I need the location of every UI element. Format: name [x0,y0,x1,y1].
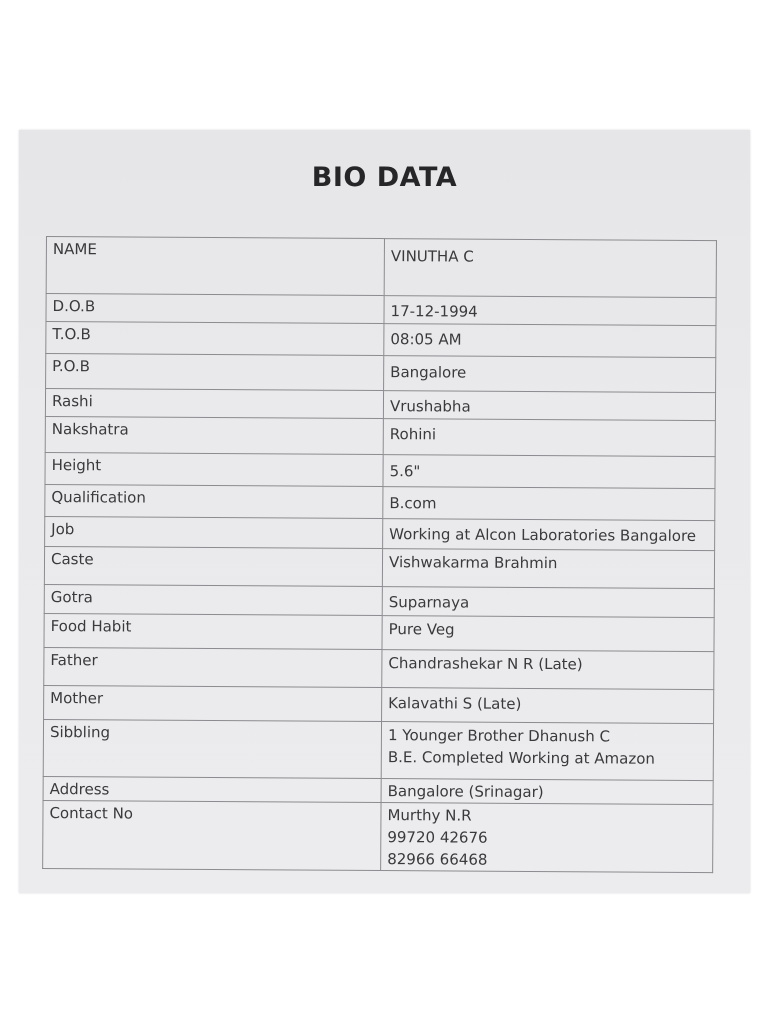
row-value: 1 Younger Brother Dhanush C B.E. Completed Working at Amazon [381,722,713,781]
table-row [44,647,714,689]
row-label: Mother [44,685,382,721]
row-label: T.O.B [46,322,384,356]
row-value: Vrushabha [383,391,715,421]
table-row [45,484,715,520]
table-row [44,546,714,588]
table-row [45,389,715,421]
row-label: Height [45,452,383,486]
row-value: Rohini [383,419,715,457]
table-row [43,719,713,780]
document-page [19,130,750,893]
row-label: Father [44,647,382,687]
row-label: Sibbling [43,719,381,778]
bio-data-table [42,236,717,873]
row-label: Nakshatra [45,416,383,454]
table-row [45,516,715,550]
table-row [43,800,713,872]
row-label: P.O.B [46,354,384,391]
row-label: Qualification [45,484,383,518]
table-row [44,685,714,723]
row-value: B.com [383,487,715,521]
table-row [46,294,716,326]
row-label: Contact No [43,800,381,870]
row-label: Food Habit [44,613,382,649]
row-label: Gotra [44,584,382,615]
row-value: Chandrashekar N R (Late) [382,650,714,690]
table-row [45,452,715,488]
row-value: 17-12-1994 [384,296,716,326]
table-row [46,322,716,358]
table-row [44,584,714,617]
row-label: NAME [46,237,384,296]
row-value: Working at Alcon Laboratories Bangalore [383,519,715,551]
row-value: Vishwakarma Brahmin [382,549,714,589]
row-label: D.O.B [46,294,384,324]
row-value: Bangalore (Srinagar) [381,779,713,805]
table-row [46,354,716,393]
row-value: Kalavathi S (Late) [382,688,714,724]
row-label: Job [45,516,383,548]
table-row [46,237,716,298]
row-label: Caste [44,546,382,586]
row-value: 5.6" [383,455,715,489]
row-value: Bangalore [384,356,716,393]
row-value: Suparnaya [382,587,714,618]
row-value: 08:05 AM [384,324,716,358]
row-value: Pure Veg [382,616,714,652]
row-label: Address [43,776,381,802]
table-row [44,613,714,651]
row-label: Rashi [45,389,383,419]
row-value: VINUTHA C [384,239,716,298]
table-row [45,416,715,456]
row-value: Murthy N.R 99720 42676 82966 66468 [381,803,713,873]
document-title: BIO DATA [311,162,458,193]
